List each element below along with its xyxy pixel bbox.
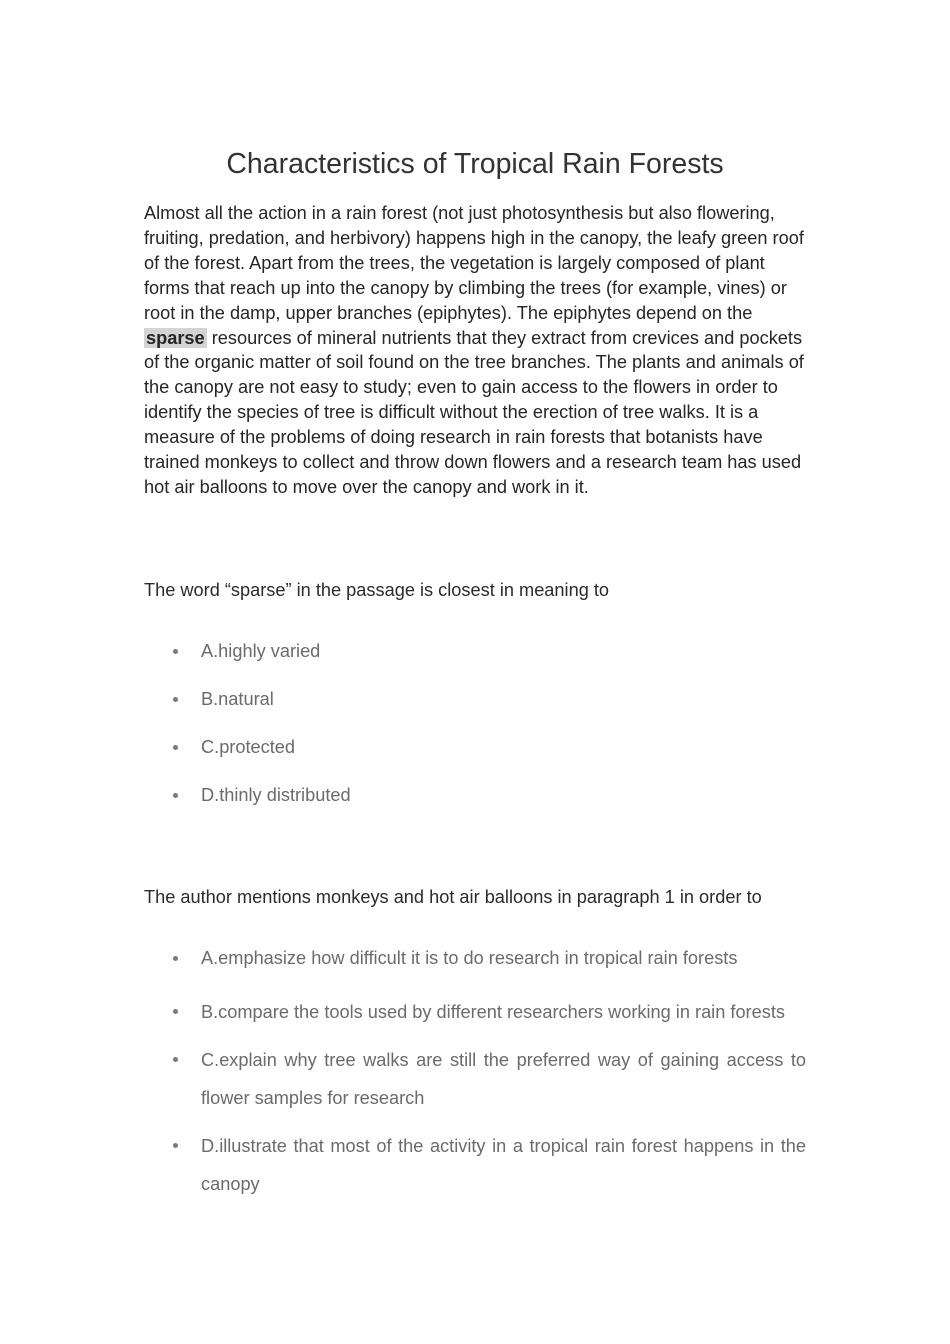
question-2-option-a[interactable]: [144, 945, 806, 971]
question-1-option-d[interactable]: [144, 782, 806, 808]
question-2-prompt: The author mentions monkeys and hot air balloons in paragraph 1 in order to: [144, 887, 762, 907]
bullet-icon: [173, 697, 178, 702]
passage-text: [144, 201, 814, 500]
option-label: A.highly varied: [201, 641, 321, 661]
question-1-option-b[interactable]: [144, 686, 806, 712]
bullet-icon: [173, 1009, 178, 1014]
highlighted-word: sparse: [146, 327, 205, 348]
question-1-option-c[interactable]: [144, 734, 806, 760]
bullet-icon: [173, 1143, 178, 1148]
question-1-options: [144, 638, 806, 830]
option-label: C.protected: [201, 737, 296, 757]
question-2-option-b[interactable]: [144, 993, 806, 1031]
bullet-icon: [173, 745, 178, 750]
bullet-icon: [173, 956, 178, 961]
question-1-option-a[interactable]: [144, 638, 806, 664]
bullet-icon: [173, 649, 178, 654]
question-2-option-d[interactable]: [144, 1127, 806, 1203]
option-label: B.natural: [201, 689, 274, 709]
bullet-icon: [173, 793, 178, 798]
passage-text-after: resources of mineral nutrients that they extract from crevices and pockets of the organic matter of soil found on the tree branches. The plants and animals of the canopy are not easy to study; even to gain access to the flowers in order to identify the species of tree is difficult without the erection of tree walks. It is a measure of the problems of doing research in rain forests that botanists have trained monkeys to collect and throw down flowers and a research team has used hot air balloons to move over the canopy and work in it.: [144, 327, 804, 497]
option-label: C.explain why tree walks are still the preferred way of gaining access to flower samples for research: [201, 1050, 806, 1108]
question-2-options: [144, 945, 806, 1213]
option-label: D.illustrate that most of the activity in a tropical rain forest happens in the canopy: [201, 1136, 806, 1194]
option-label: D.thinly distributed: [201, 785, 351, 805]
question-1-prompt: The word “sparse” in the passage is closest in meaning to: [144, 580, 610, 600]
question-2-option-c[interactable]: [144, 1041, 806, 1117]
option-label: B.compare the tools used by different researchers working in rain forests: [201, 1002, 785, 1022]
bullet-icon: [173, 1057, 178, 1062]
option-label: A.emphasize how difficult it is to do research in tropical rain forests: [201, 948, 738, 968]
passage-text-before: Almost all the action in a rain forest (not just photosynthesis but also flowering, fruiting, predation, and herbivory) happens high in the canopy, the leafy green roof of the forest. Apart from the trees, the vegetation is largely composed of plant forms that reach up into the canopy by climbing the trees (for example, vines) or root in the damp, upper branches (epiphytes). The epiphytes depend on the: [144, 203, 804, 323]
page-title: Characteristics of Tropical Rain Forests: [226, 148, 724, 180]
